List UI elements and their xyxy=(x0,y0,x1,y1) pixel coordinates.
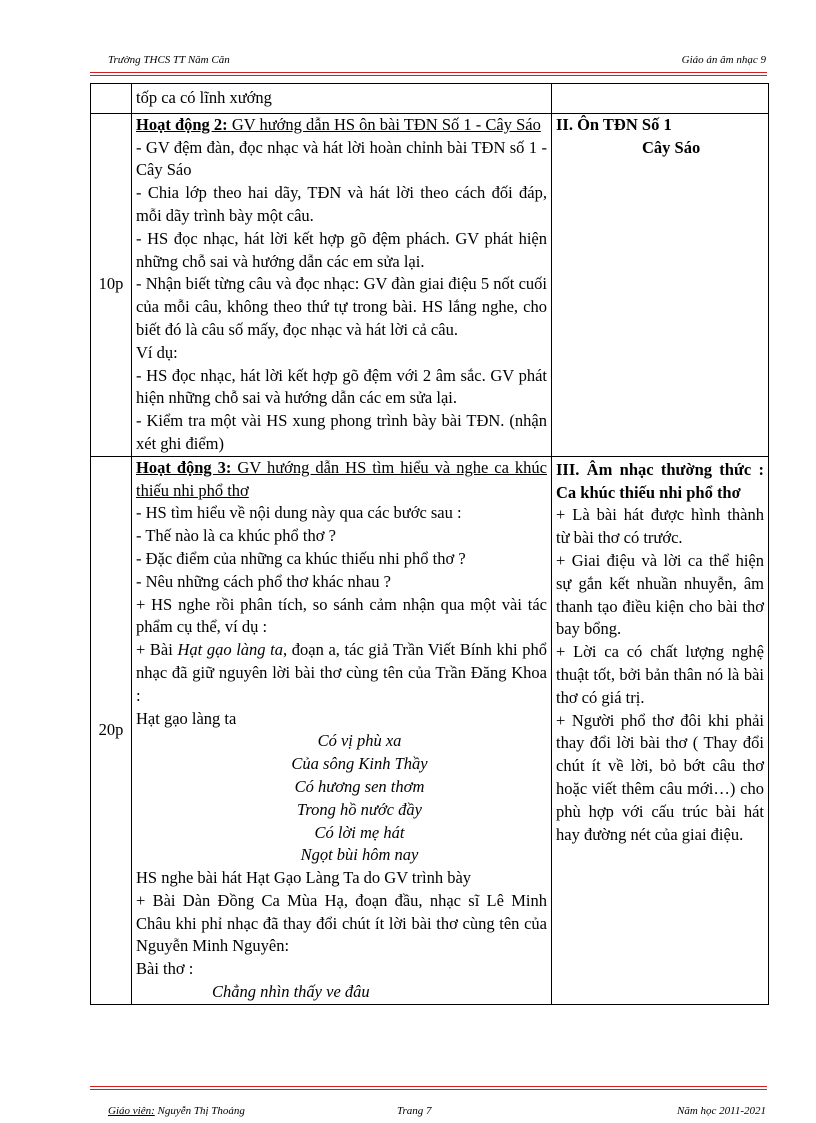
song-title: Hạt gạo làng ta xyxy=(177,640,284,660)
activity-line: - Kiểm tra một vài HS xung phong trình bày bài TĐN. (nhận xét ghi điểm) xyxy=(136,411,547,453)
poem-line: Chẳng nhìn thấy ve đâu xyxy=(212,982,370,1002)
time-cell: 20p xyxy=(91,456,132,1004)
song-prefix: + Bài xyxy=(136,640,178,660)
activity-line: HS nghe bài hát Hạt Gạo Làng Ta do GV trình bày xyxy=(136,868,472,888)
content-heading: II. Ôn TĐN Số 1 xyxy=(556,114,672,134)
footer-rule-top xyxy=(90,1086,767,1087)
activity-line: + Bài Dàn Đồng Ca Mùa Hạ, đoạn đầu, nhạc sĩ Lê Minh Châu khi phỉ nhạc đã thay đổi chút ít lời bài thơ cùng tên của Nguyễn Minh Nguyên: xyxy=(136,890,547,956)
activity-line xyxy=(136,639,547,707)
poem-line: Của sông Kinh Thầy xyxy=(291,754,428,774)
poem-line: Có vị phù xa xyxy=(317,731,402,751)
table-row xyxy=(91,113,769,456)
activity-line: - HS đọc nhạc, hát lời kết hợp gõ đệm với 2 âm sắc. GV phát hiện những chỗ sai và hướng dẫn các em sửa lại. xyxy=(136,365,547,408)
poem-line: Ngọt bùi hôm nay xyxy=(300,845,419,865)
footer-rule-bottom xyxy=(90,1089,767,1090)
footer-page-number: Trang 7 xyxy=(397,1105,432,1117)
activity-line: - Nêu những cách phổ thơ khác nhau ? xyxy=(136,571,392,591)
activity-label: Hoạt động 3: xyxy=(136,457,232,477)
lesson-table xyxy=(90,83,769,1005)
poem-line: Có lời mẹ hát xyxy=(314,822,405,842)
activity-label: Hoạt động 2: xyxy=(136,114,228,134)
poem-title: Hạt gạo làng ta xyxy=(136,708,237,728)
activity-cell xyxy=(132,113,552,456)
content-line: + Là bài hát được hình thành từ bài thơ có trước. xyxy=(556,505,764,548)
header-rule-top xyxy=(90,72,767,73)
header-rule-bottom xyxy=(90,75,767,76)
activity-line: + HS nghe rồi phân tích, so sánh cảm nhận qua một vài tác phẩm cụ thể, ví dụ : xyxy=(136,594,547,637)
activity-cell: tốp ca có lĩnh xướng xyxy=(132,84,552,114)
activity-line: - Thế nào là ca khúc phổ thơ ? xyxy=(136,526,336,546)
header-subject: Giáo án âm nhạc 9 xyxy=(681,54,766,66)
content-line: + Lời ca có chất lượng nghệ thuật tốt, bởi bản thân nó là bài thơ có giá trị. xyxy=(556,642,764,707)
activity-line: Ví dụ: xyxy=(136,342,178,362)
content-heading: III. Âm nhạc thường thức : Ca khúc thiếu nhi phổ thơ xyxy=(556,459,764,502)
activity-line: Bài thơ : xyxy=(136,959,194,979)
activity-line: - Chia lớp theo hai dãy, TĐN và hát lời theo cách đối đáp, mỗi dãy trình bày một câu. xyxy=(136,183,547,225)
content-cell xyxy=(552,84,769,114)
page-header xyxy=(108,54,766,70)
content-cell xyxy=(552,113,769,456)
table-row xyxy=(91,84,769,114)
song-description: , đoạn a, tác giả Trần Viết Bính khi phổ nhạc đã giữ nguyên lời bài thơ cùng tên của Trần Đăng Khoa : xyxy=(136,640,547,705)
activity-line: - HS tìm hiểu về nội dung này qua các bước sau : xyxy=(136,503,462,523)
content-line: + Người phổ thơ đôi khi phải thay đổi lời bài thơ ( Thay đổi chút ít về lời, bỏ bớt câu thơ hoặc viết thêm câu mới…) cho phù hợp với cấu trúc bài hát hay đường nét của giai điệu. xyxy=(556,710,764,844)
time-cell xyxy=(91,84,132,114)
activity-cell xyxy=(132,456,552,1004)
footer-teacher-label: Giáo viên: xyxy=(108,1105,155,1117)
poem-line: Có hương sen thơm xyxy=(294,776,425,796)
activity-title xyxy=(136,457,547,503)
content-subheading: Cây Sáo xyxy=(642,137,701,157)
activity-title xyxy=(136,114,547,137)
activity-title-text: GV hướng dẫn HS ôn bài TĐN Số 1 - Cây Sáo xyxy=(227,114,541,134)
activity-line: - Nhận biết từng câu và đọc nhạc: GV đàn giai điệu 5 nốt cuối của mỗi câu, không theo thứ tự trong bài. HS lắng nghe, cho biết đó là câu số mấy, đọc nhạc và hát lời cả câu. xyxy=(136,274,547,339)
activity-title-text: GV hướng dẫn HS tìm hiểu và nghe ca khúc thiếu nhi phổ thơ xyxy=(136,457,547,500)
poem-line: Trong hồ nước đầy xyxy=(297,799,422,819)
content-cell xyxy=(552,456,769,1004)
header-school: Trường THCS TT Năm Căn xyxy=(108,54,230,66)
content-line: + Giai điệu và lời ca thể hiện sự gắn kết nhuần nhuyễn, âm thanh tạo điều kiện cho bài thơ bay bổng. xyxy=(556,550,764,639)
activity-line: - Đặc điểm của những ca khúc thiếu nhi phổ thơ ? xyxy=(136,548,466,568)
footer-teacher-name: Nguyễn Thị Thoảng xyxy=(154,1105,245,1117)
footer-school-year: Năm học 2011-2021 xyxy=(676,1105,766,1117)
time-cell: 10p xyxy=(91,113,132,456)
activity-line: - HS đọc nhạc, hát lời kết hợp gõ đệm phách. GV phát hiện những chỗ sai và hướng dẫn các em sửa lại. xyxy=(136,228,547,271)
page-footer xyxy=(108,1105,766,1121)
footer-teacher xyxy=(108,1105,245,1117)
activity-line: - GV đệm đàn, đọc nhạc và hát lời hoàn chỉnh bài TĐN số 1 - Cây Sáo xyxy=(136,137,547,180)
table-row xyxy=(91,456,769,1004)
